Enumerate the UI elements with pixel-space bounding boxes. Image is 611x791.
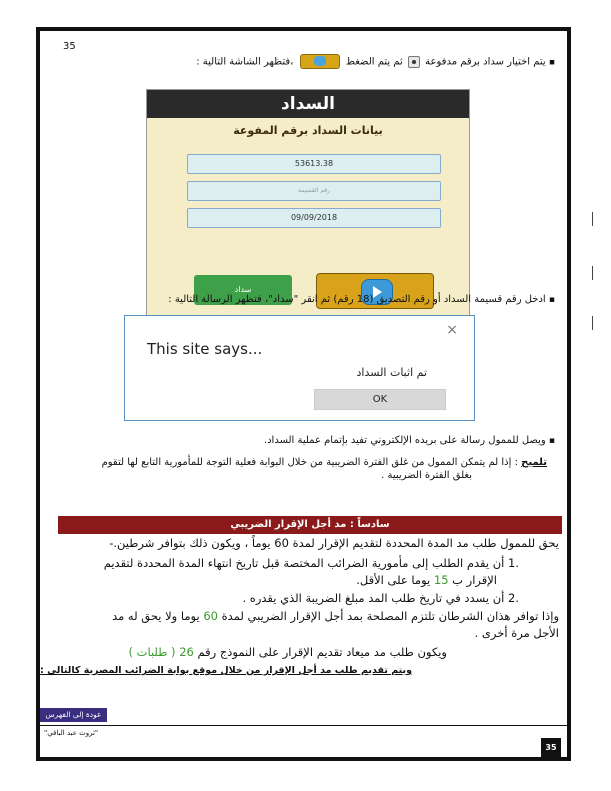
- author-name: "ثروت عبد الباقي": [44, 729, 99, 737]
- bullet-select-payment: ▪ يتم اختيار سداد برقم مدفوعة ثم يتم الضغط ،فتظهر الشاشة التالية :: [196, 54, 555, 69]
- alert-dialog: [124, 315, 475, 421]
- back-to-index-button[interactable]: عودة إلى الفهرس: [40, 708, 107, 722]
- hint-line-2: بغلق الفترة الضريبية .: [381, 470, 472, 481]
- bullet-icon: ▪: [548, 295, 555, 305]
- margin-mark: [592, 266, 593, 280]
- hint-label: تلميح: [521, 457, 547, 468]
- app-subtitle: بيانات السداد برقم المفوعة: [233, 124, 383, 137]
- bullet-enter-value: ▪ ادخل رقم قسيمة السداد أو رقم التصديق (18 رقم) ثم انقر "سداد"، فتظهر الرسالة التالية :: [168, 294, 555, 305]
- page-number-top: 35: [63, 41, 76, 52]
- condition-1-line-1: .1 أن يقدم الطلب إلى مأمورية الضرائب المختصة قبل تاريخ انتهاء المدة المحددة لتقديم: [103, 556, 519, 570]
- footer-page-number: 35: [541, 738, 561, 758]
- pay-button-icon: [300, 54, 340, 69]
- dialog-title: This site says...: [147, 340, 263, 358]
- condition-1-line-2: الإقرار ب 15 يوما على الأقل.: [356, 573, 497, 587]
- close-icon[interactable]: ×: [446, 322, 458, 338]
- condition-2: .2 أن يسدد في تاريخ طلب المد مبلغ الضريبة الذي يقدره .: [242, 591, 519, 605]
- section-intro: يحق للممول طلب مد المدة المحددة لتقديم الإقرار لمدة 60 يوماً ، ويكون ذلك بتوافر شرطين.-: [109, 536, 559, 550]
- bullet-email-notice: ▪ ويصل للممول رسالة على بريده الإلكتروني تفيد بإتمام عملية السداد.: [263, 435, 555, 446]
- form-number-line: ويكون طلب مد ميعاد تقديم الإقرار على النموذج رقم 26 ( طلبات ): [128, 645, 447, 659]
- date-field[interactable]: 09/09/2018: [187, 208, 441, 228]
- section-title-bar: سادساً : مد أجل الإقرار الضريبي: [58, 516, 562, 534]
- conditions-met-line-1: وإذا توافر هذان الشرطان تلتزم المصلحة بمد أجل الإقرار الضريبي لمدة 60 يوما ولا يحق له مد: [112, 609, 559, 623]
- amount-field[interactable]: 53613.38: [187, 154, 441, 174]
- app-title: السداد: [147, 90, 469, 118]
- page-frame: [36, 27, 571, 761]
- online-submission-line: ويتم تقديم طلب مد أجل الإقرار من خلال موقع بوابة الضرائب المصرية كالتالي :: [40, 665, 412, 676]
- bullet-icon: ▪: [548, 57, 555, 68]
- hint-paragraph: تلميح : إذا لم يتمكن الممول من غلق الفترة الضريبية من خلال البوابة فعلية التوجة للمأمورية التابع لها لتقوم: [101, 457, 547, 468]
- radio-icon: [408, 56, 420, 68]
- ok-button[interactable]: OK: [314, 389, 446, 410]
- margin-mark: [592, 316, 593, 330]
- dialog-message: تم اثبات السداد: [356, 366, 427, 379]
- pay-button[interactable]: سداد: [194, 275, 292, 305]
- footer-divider: [40, 725, 567, 726]
- voucher-number-field[interactable]: رقم القسيمة: [187, 181, 441, 201]
- sadad-payment-screen: [146, 89, 470, 316]
- conditions-met-line-2: الأجل مرة أخرى .: [474, 626, 559, 640]
- margin-mark: [592, 212, 593, 226]
- bullet-icon: ▪: [548, 436, 555, 446]
